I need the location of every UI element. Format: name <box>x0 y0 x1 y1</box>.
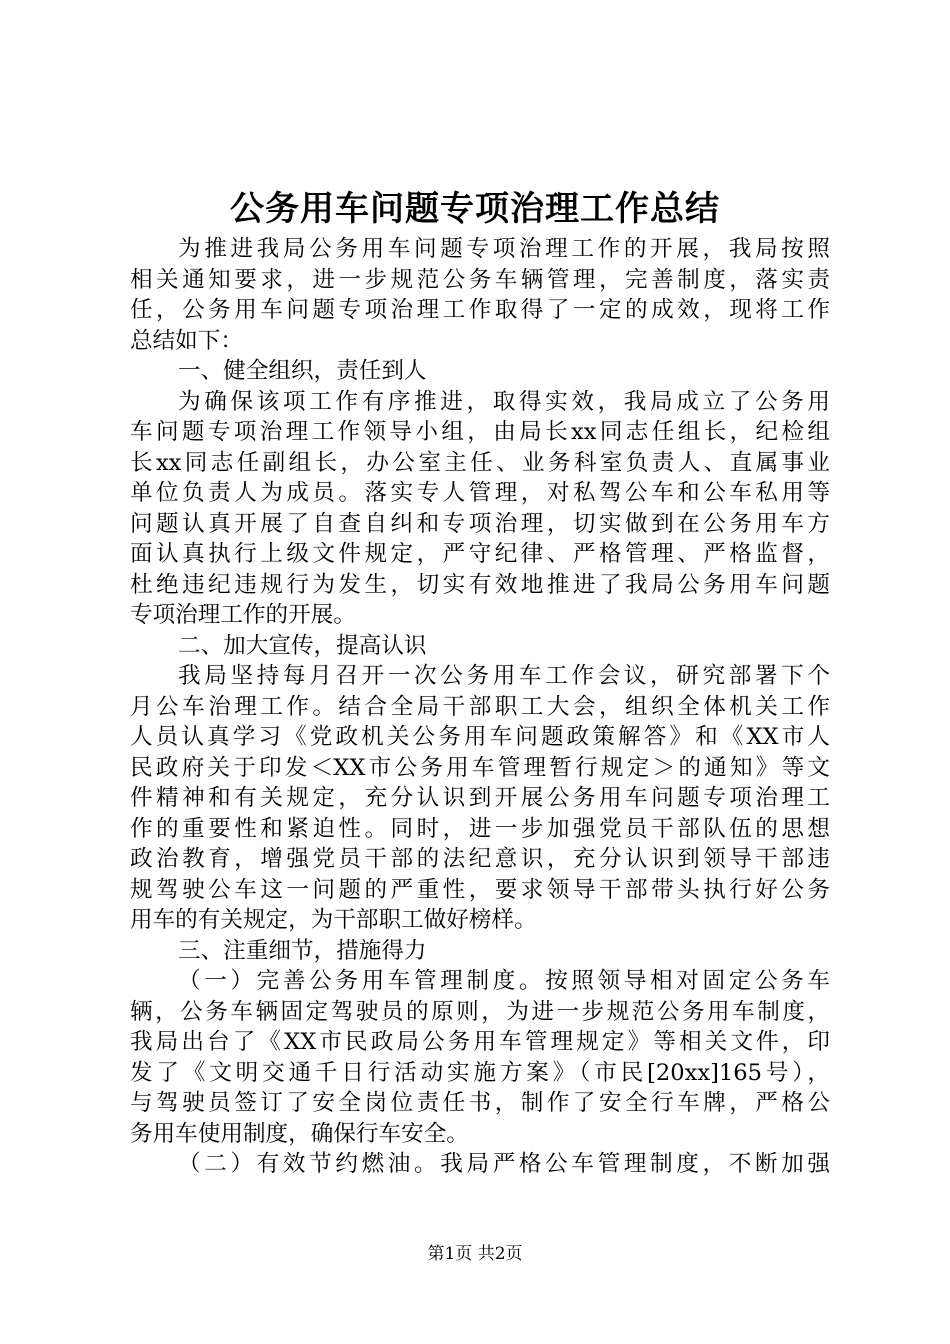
paragraph-line: 为推进我局公务用车问题专项治理工作的开展，我局按照 <box>178 236 830 262</box>
paragraph-line: 杜绝违纪违规行为发生，切实有效地推进了我局公务用车问题 <box>130 571 830 598</box>
paragraph-line: 总结如下： <box>130 327 243 354</box>
paragraph-line: 与驾驶员签订了安全岗位责任书，制作了安全行车牌，严格公 <box>130 1090 830 1116</box>
paragraph-line: 二、加大宣传，提高认识 <box>178 632 427 659</box>
document-body <box>130 234 830 1180</box>
paragraph-line: 件精神和有关规定，充分认识到开展公务用车问题专项治理工 <box>130 785 830 811</box>
paragraph-line: 作的重要性和紧迫性。同时，进一步加强党员干部队伍的思想 <box>130 815 830 842</box>
paragraph-line: 我局出台了《XX市民政局公务用车管理规定》等相关文件，印 <box>130 1029 830 1055</box>
paragraph-line: 辆，公务车辆固定驾驶员的原则，为进一步规范公务用车制度， <box>130 998 830 1025</box>
paragraph-line: （一）完善公务用车管理制度。按照领导相对固定公务车 <box>178 968 830 994</box>
paragraph-line: 单位负责人为成员。落实专人管理，对私驾公车和公车私用等 <box>130 480 830 506</box>
document-title: 公务用车问题专项治理工作总结 <box>230 189 720 229</box>
paragraph-line: 三、注重细节，措施得力 <box>178 937 427 964</box>
paragraph-line: 人员认真学习《党政机关公务用车问题政策解答》和《XX市人 <box>130 724 830 750</box>
paragraph-line: 面认真执行上级文件规定，严守纪律、严格管理、严格监督， <box>130 541 830 567</box>
paragraph-line: 政治教育，增强党员干部的法纪意识，充分认识到领导干部违 <box>130 846 830 872</box>
paragraph-line: 一、健全组织，责任到人 <box>178 358 427 384</box>
paragraph-line: 长xx同志任副组长，办公室主任、业务科室负责人、直属事业 <box>130 449 830 476</box>
paragraph-line: （二）有效节约燃油。我局严格公车管理制度，不断加强 <box>178 1151 830 1177</box>
paragraph-line: 车问题专项治理工作领导小组，由局长xx同志任组长，纪检组 <box>130 419 830 445</box>
paragraph-line: 务用车使用制度，确保行车安全。 <box>130 1120 469 1147</box>
page-footer: 第1页 共2页 <box>427 1244 523 1264</box>
paragraph-line: 我局坚持每月召开一次公务用车工作会议，研究部署下个 <box>178 663 830 689</box>
paragraph-line: 民政府关于印发＜XX市公务用车管理暂行规定＞的通知》等文 <box>130 754 830 781</box>
paragraph-line: 用车的有关规定，为干部职工做好榜样。 <box>130 907 537 933</box>
paragraph-line: 为确保该项工作有序推进，取得实效，我局成立了公务用 <box>178 388 830 415</box>
paragraph-line: 月公车治理工作。结合全局干部职工大会，组织全体机关工作 <box>130 693 830 720</box>
paragraph-line: 相关通知要求，进一步规范公务车辆管理，完善制度，落实责 <box>130 266 830 293</box>
paragraph-line: 任，公务用车问题专项治理工作取得了一定的成效，现将工作 <box>130 297 830 323</box>
paragraph-line: 问题认真开展了自查自纠和专项治理，切实做到在公务用车方 <box>130 510 830 537</box>
paragraph-line: 发了《文明交通千日行活动实施方案》（市民[20xx]165号）， <box>130 1059 830 1086</box>
paragraph-line: 专项治理工作的开展。 <box>130 602 356 628</box>
paragraph-line: 规驾驶公车这一问题的严重性，要求领导干部带头执行好公务 <box>130 876 830 903</box>
